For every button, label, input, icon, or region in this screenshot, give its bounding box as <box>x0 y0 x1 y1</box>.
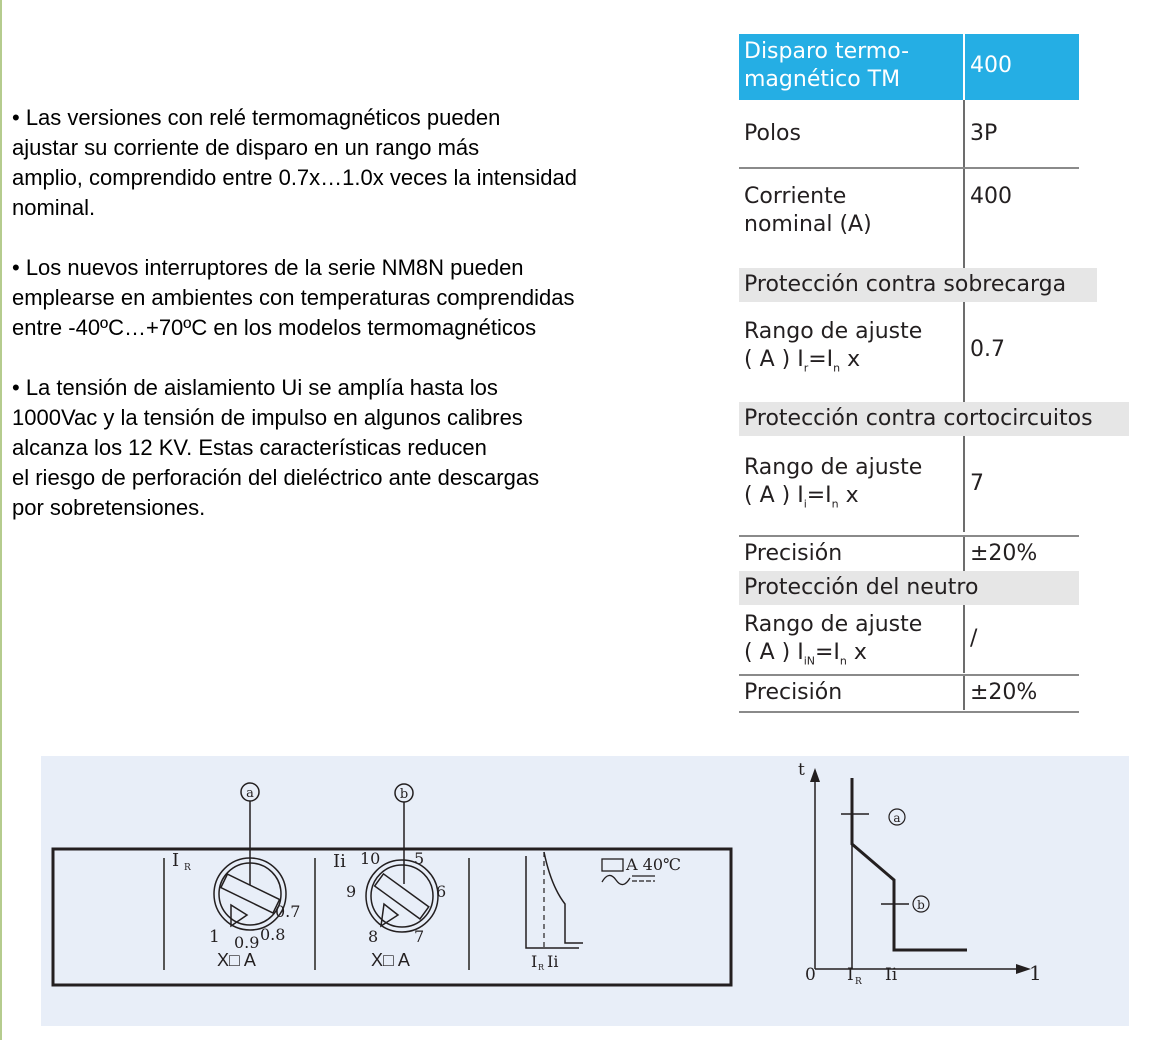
ir-tick-1: 1 <box>209 927 220 947</box>
neutral-precision-value: ±20% <box>970 680 1038 705</box>
spec-row-poles <box>739 100 997 168</box>
overload-value: 0.7 <box>970 337 1005 362</box>
spec-row-neutral-precision <box>739 676 1037 710</box>
spec-header-row <box>739 34 1079 100</box>
spec-row-overload-range <box>739 302 1005 402</box>
mini-axes <box>526 856 579 948</box>
trip-unit-svg <box>41 756 1129 1026</box>
curve-ii-label: Ii <box>885 965 898 985</box>
section-neutral: Protección del neutro <box>739 571 1079 605</box>
feature-paragraph-temperature: • Los nuevos interruptores de la serie NM8N pueden emplearse en ambientes con temperaturas comprendidas entre -40ºC…+70ºC en los modelos termomagnéticos <box>12 255 575 340</box>
curve-callout-b: b <box>917 898 925 912</box>
mini-curve-line <box>544 852 583 943</box>
spec-row-nominal-current <box>739 169 1012 269</box>
curve-ir-label: I <box>847 965 854 985</box>
header-label-line2: magnético TM <box>744 67 901 92</box>
neutral-value: / <box>970 626 978 651</box>
ii-tick-5: 5 <box>414 849 425 868</box>
dial-arrow-icon <box>381 904 398 926</box>
i-axis-end-label: 1 <box>1029 961 1042 985</box>
ii-tick-6: 6 <box>436 882 447 901</box>
ir-tick-0-8: 0.8 <box>260 925 286 944</box>
feature-paragraph-thermomagnetic: • Las versiones con relé termomagnéticos pueden ajustar su corriente de disparo en un rango más amplio, comprendido entre 0.7x…1.0x veces la intensidad nominal. <box>12 105 577 220</box>
mini-ir-label: I <box>531 952 538 971</box>
ii-unit: X□ A <box>371 950 410 970</box>
ac-wave-icon <box>602 875 630 884</box>
curve-callout-a: a <box>893 811 901 825</box>
ii-dial[interactable] <box>366 860 438 932</box>
ir-unit: X□ A <box>217 950 256 970</box>
t-axis-arrow-icon <box>810 768 820 782</box>
short-circuit-precision-value: ±20% <box>970 541 1038 566</box>
callout-b-label: b <box>399 787 409 802</box>
spec-row-short-circuit-range <box>739 436 984 532</box>
ii-label: Ii <box>333 851 346 872</box>
ir-tick-0-9: 0.9 <box>234 933 260 952</box>
spec-row-short-circuit-precision <box>739 537 1037 571</box>
overload-label-line1: Rango de ajuste <box>744 319 923 344</box>
header-value: 400 <box>970 53 1012 78</box>
ii-tick-9: 9 <box>346 882 357 901</box>
poles-value: 3P <box>970 121 998 146</box>
ii-tick-10: 10 <box>360 849 381 868</box>
section-overload: Protección contra sobrecarga <box>739 268 1097 302</box>
short-circuit-value: 7 <box>970 471 984 496</box>
ir-label: I <box>172 850 180 871</box>
rating-label: A 40℃ <box>626 855 681 874</box>
ir-tick-0-7: 0.7 <box>275 902 301 921</box>
header-label-line1: Disparo termo- <box>744 39 910 64</box>
feature-list <box>12 103 712 553</box>
trip-unit-diagram <box>41 756 1129 1026</box>
neutral-label-line1: Rango de ajuste <box>744 612 923 637</box>
ii-tick-7: 7 <box>414 927 425 946</box>
origin-label: 0 <box>805 965 816 985</box>
left-border <box>0 0 2 1040</box>
spec-row-neutral-range <box>739 605 977 673</box>
overload-label-line2: ( A ) $I_r=I_n$ x <box>744 347 861 375</box>
mini-ir-sub: R <box>538 963 545 972</box>
curve-ir-sub: R <box>855 977 862 987</box>
feature-paragraph-insulation: • La tensión de aislamiento Ui se amplía hasta los 1000Vac y la tensión de impulso en algunos calibres alcanza los 12 KV. Estas características reducen el riesgo de perforación del dieléctrico ante descargas por sobretensiones. <box>12 375 540 520</box>
trip-curve-line <box>852 778 967 950</box>
mini-ii-label: Ii <box>547 952 559 971</box>
ii-tick-8: 8 <box>368 927 379 946</box>
section-short-circuit: Protección contra cortocircuitos <box>739 402 1129 436</box>
callout-a-label: a <box>246 786 254 801</box>
neutral-label-line2: ( A ) $I_{iN}=I_n$ x <box>744 640 867 668</box>
short-circuit-precision-label: Precisión <box>739 537 965 571</box>
nominal-current-value: 400 <box>970 184 1012 209</box>
time-current-curve <box>798 760 1042 987</box>
short-circuit-label-line2: ( A ) $I_i=I_n$ x <box>744 483 859 511</box>
t-axis-label: t <box>798 760 805 780</box>
nominal-current-label-line1: Corriente <box>744 184 847 209</box>
ir-label-sub: R <box>184 863 191 873</box>
mini-trip-curve <box>526 852 583 972</box>
neutral-precision-label: Precisión <box>739 676 965 710</box>
nominal-current-label-line2: nominal (A) <box>744 212 872 237</box>
short-circuit-label-line1: Rango de ajuste <box>744 455 923 480</box>
rating-box-icon <box>602 859 623 871</box>
poles-label: Polos <box>739 100 965 168</box>
divider <box>739 711 1079 713</box>
